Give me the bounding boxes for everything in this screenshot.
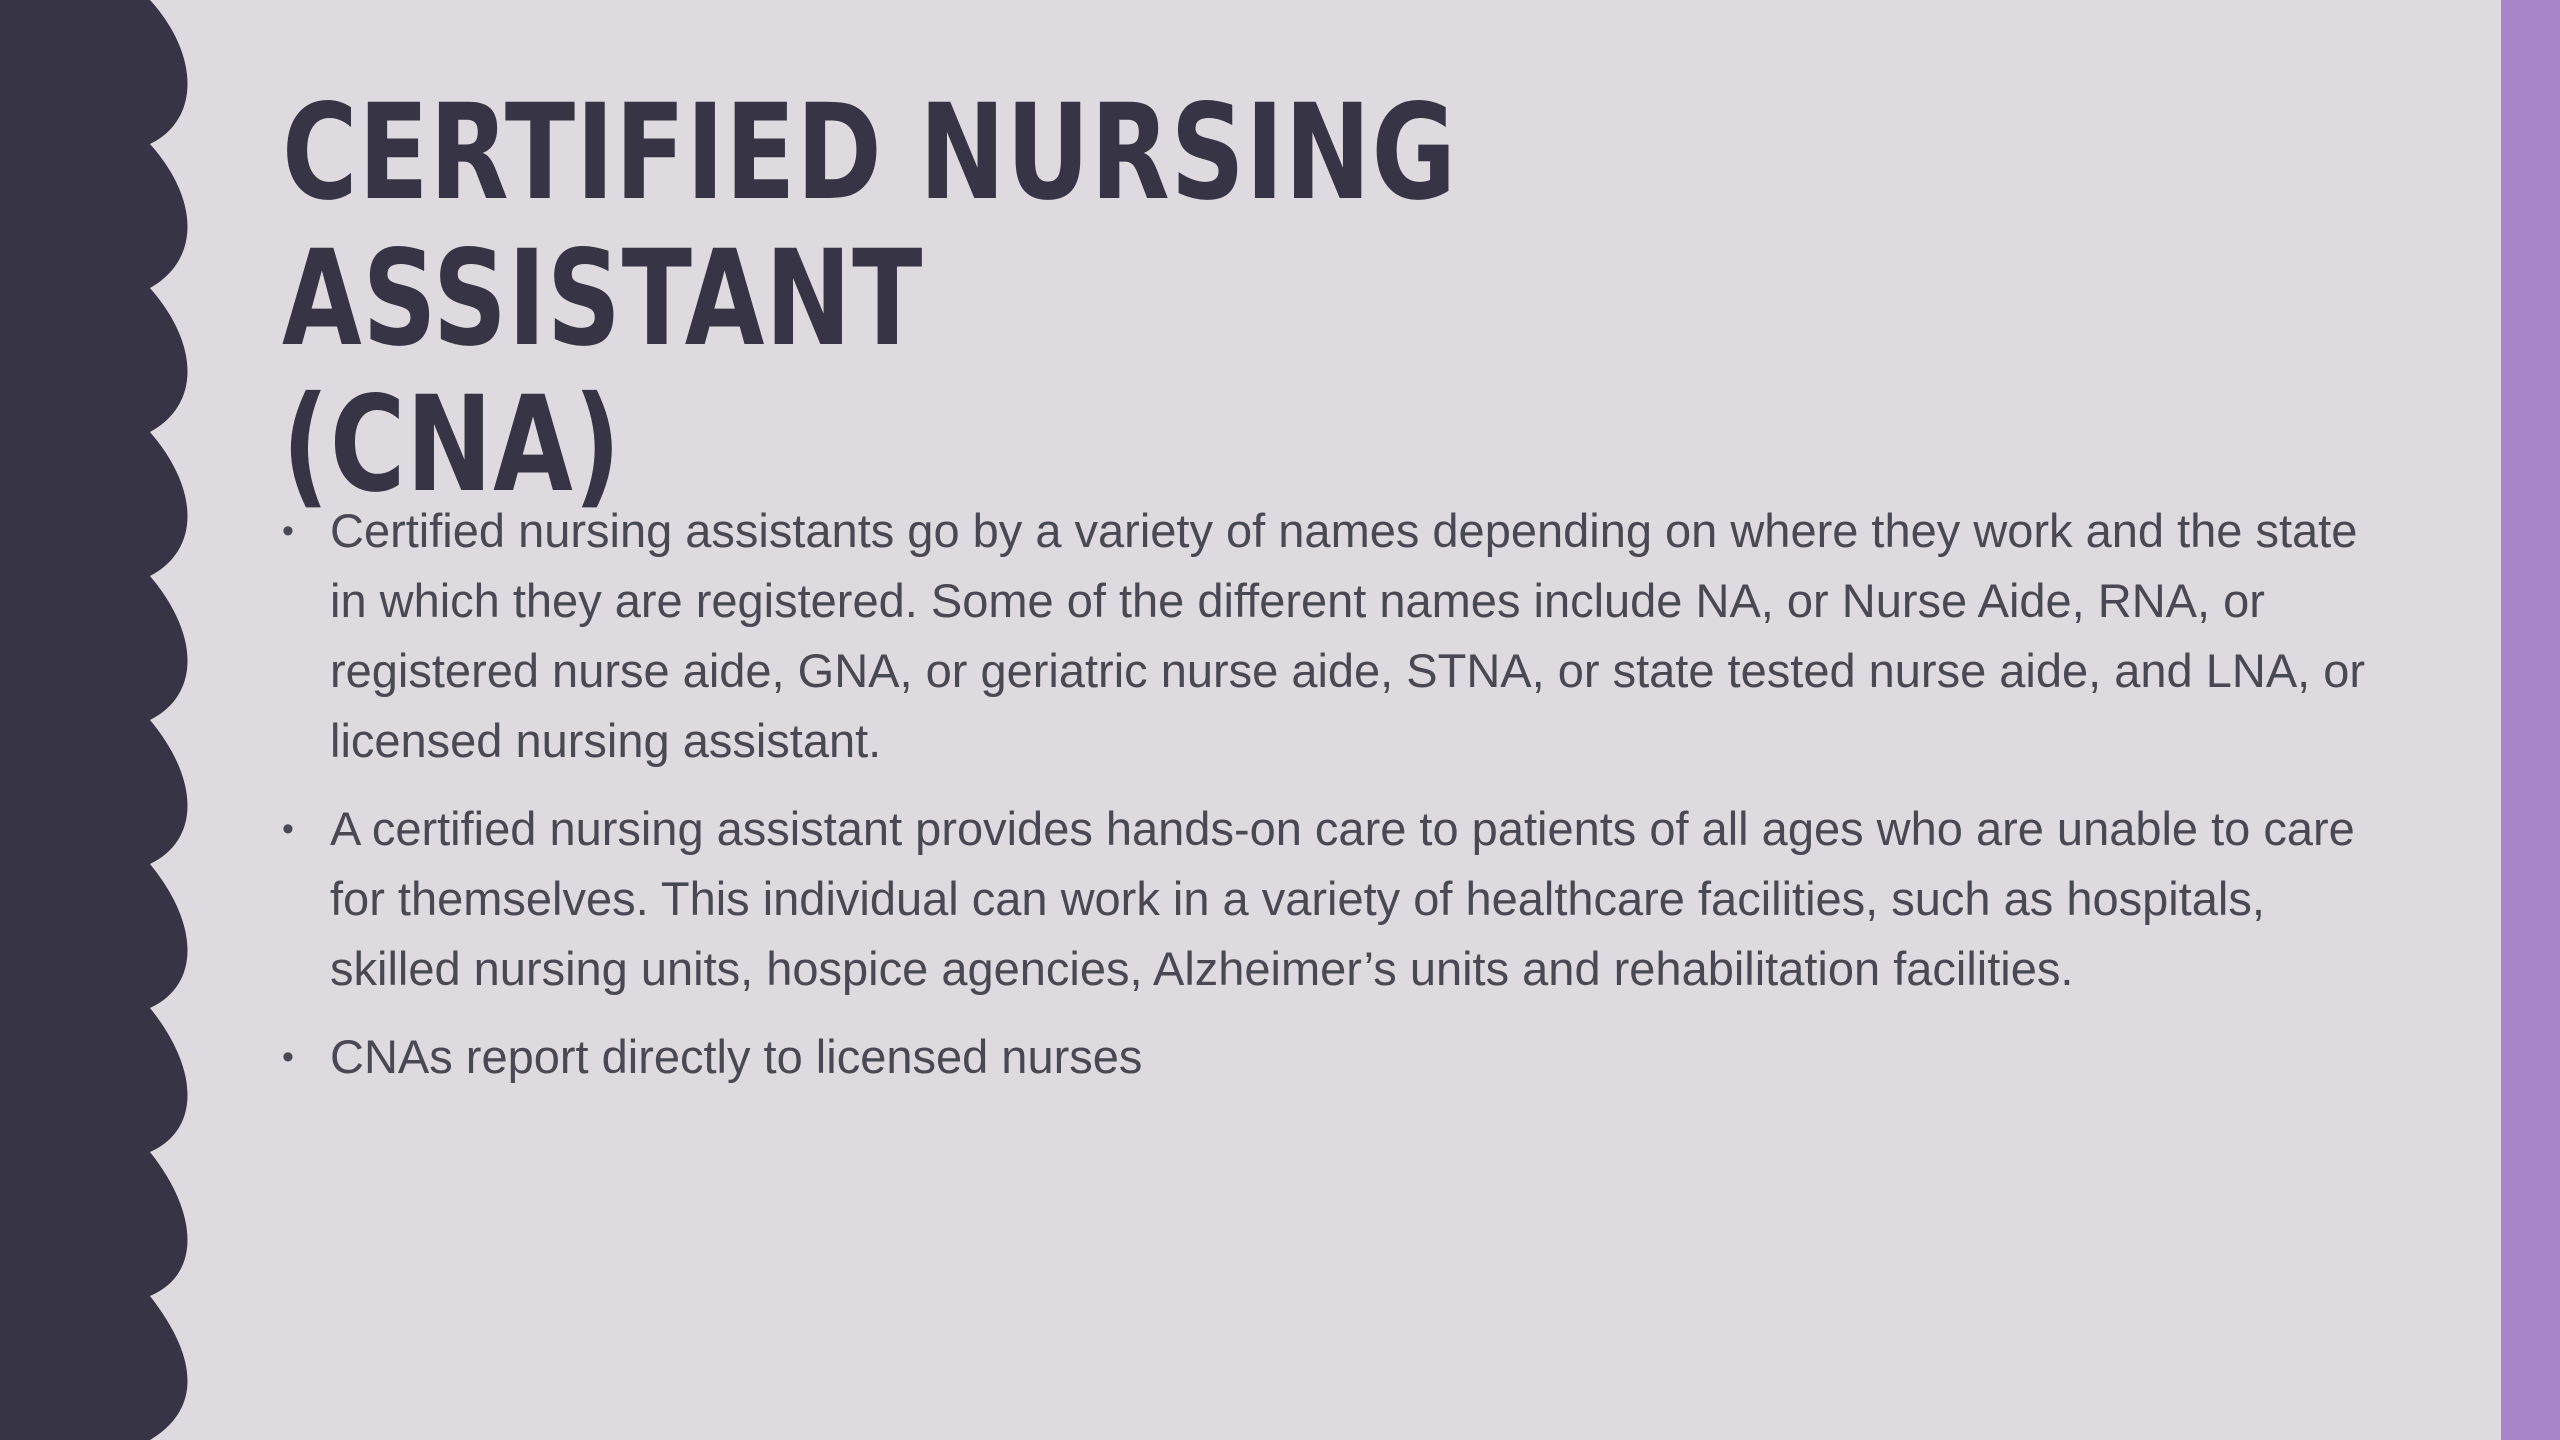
bullet-dot-icon: • — [282, 512, 294, 550]
bullet-dot-icon: • — [282, 1038, 294, 1076]
bullet-text-2: A certified nursing assistant provides hands-on care to patients of all ages who are unable to care for themselves. This individual can work in a variety of healthcare facilities, such as hospitals, skilled nursing units, hospice agencies, Alzheimer’s units and rehabilitation facilities. — [330, 802, 2355, 995]
bullet-text-3: CNAs report directly to licensed nurses — [330, 1030, 1143, 1083]
wavy-band-shape — [0, 0, 188, 1440]
bullet-dot-icon: • — [282, 810, 294, 848]
bullet-item-1 — [282, 496, 2372, 776]
bullet-text-1: Certified nursing assistants go by a variety of names depending on where they work and the state in which they are registered. Some of the different names include NA, or Nurse Aide, RNA, or registered nurse aide, GNA, or geriatric nurse aide, STNA, or state tested nurse aide, and LNA, or licensed nursing assistant. — [330, 504, 2366, 767]
bullet-list — [282, 496, 2372, 1110]
bullet-item-3 — [282, 1022, 2372, 1092]
accent-bar-right — [2501, 0, 2560, 1440]
wavy-side-band — [0, 0, 200, 1440]
slide-title: CERTIFIED NURSING ASSISTANT (CNA) — [282, 76, 1457, 522]
bullet-item-2 — [282, 794, 2372, 1004]
